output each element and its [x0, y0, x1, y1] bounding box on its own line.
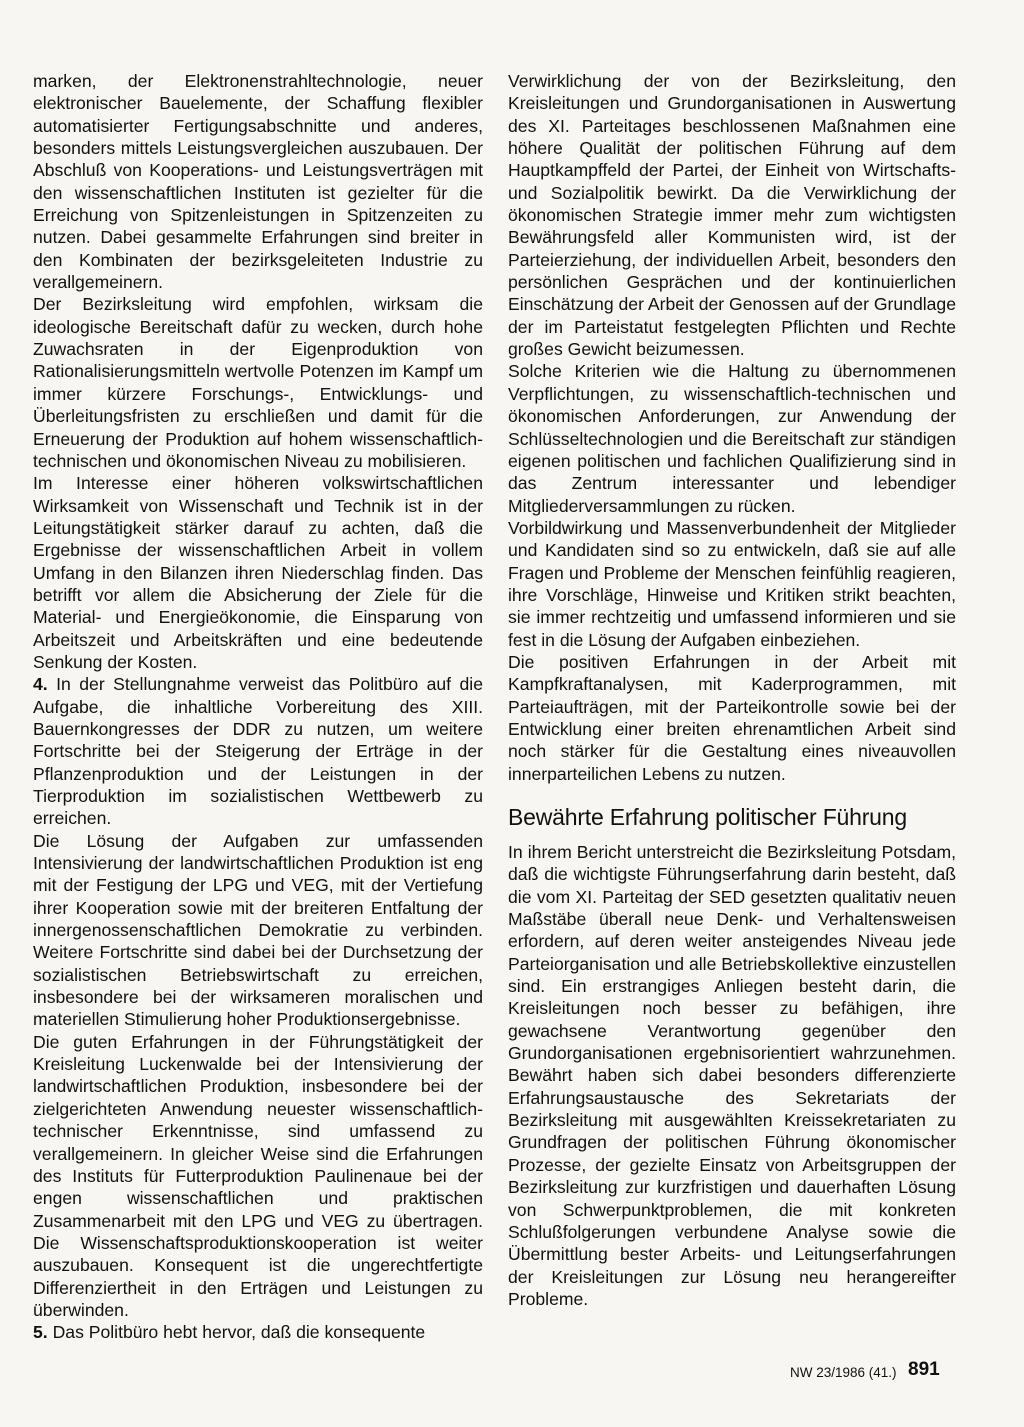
paragraph: Die guten Erfahrungen in der Führungstätigkeit der Kreisleitung Luckenwalde bei der Intensivierung der landwirtschaftlichen Produktion, insbesondere bei der zielgerichteten Anwendung neuester wissenschaftlich-technischer Erkenntnisse, sind umfassend zu verallgemeinern. In gleicher Weise sind die Erfahrungen des Instituts für Futterproduktion Paulinenaue bei der engen wissenschaftlichen und praktischen Zusammenarbeit mit den LPG und VEG zu übertragen. Die Wissenschaftsproduktionskooperation ist weiter auszubauen. Konsequent ist die ungerechtfertigte Differenziertheit in den Erträgen und Leistungen zu überwinden.: [33, 1031, 483, 1320]
item-number: 4.: [33, 674, 48, 695]
item-number: 5.: [33, 1322, 48, 1343]
paragraph: Der Bezirksleitung wird empfohlen, wirksam die ideologische Bereitschaft dafür zu wecken, durch hohe Zuwachsraten in der Eigenproduktion von Rationalisierungsmitteln wertvolle Potenzen im Kampf um immer kürzere Forschungs-, Entwicklungs- und Überleitungsfristen zu erschließen und damit für die Erneuerung der Produktion auf hohem wissenschaftlich-technischen und ökonomischen Niveau zu mobilisieren.: [33, 294, 483, 471]
paragraph: Die positiven Erfahrungen in der Arbeit mit Kampfkraftanalysen, mit Kaderprogrammen, mit Parteiaufträgen, mit der Parteikontrolle sowie bei der Entwicklung einer breiten ehrenamtlichen Arbeit sind noch stärker für die Gestaltung eines niveauvollen innerparteilichen Lebens zu nutzen.: [508, 651, 956, 784]
paragraph: Verwirklichung der von der Bezirksleitung, den Kreisleitungen und Grundorganisationen in Auswertung des XI. Parteitages beschlossenen Maßnahmen eine höhere Qualität der politischen Führung auf dem Hauptkampffeld der Partei, der Einheit von Wirtschafts- und Sozialpolitik bewirkt. Da die Verwirklichung der ökonomischen Strategie immer mehr zum wichtigsten Bewährungsfeld aller Kommunisten wird, ist der Parteierziehung, der individuellen Arbeit, besonders den persönlichen Gesprächen und der kontinuierlichen Einschätzung der Arbeit der Genossen auf der Grundlage der im Parteistatut festgelegten Pflichten und Rechte großes Gewicht beizumessen.: [508, 71, 956, 360]
paragraph-numbered: [33, 673, 483, 829]
paragraph-text: Das Politbüro hebt hervor, daß die konsequente: [52, 1322, 426, 1343]
paragraph: marken, der Elektronenstrahltechnologie, neuer elektronischer Bauelemente, der Schaffung flexibler automatisierter Fertigungsabschnitte und anderes, besonders mittels Leistungsvergleichen auszubauen. Der Abschluß von Kooperations- und Leistungsverträgen mit den wissenschaftlichen Instituten ist gezielter für die Erreichung von Spitzenleistungen in Spitzenzeiten zu nutzen. Dabei gesammelte Erfahrungen sind breiter in den Kombinaten der bezirksgeleiteten Industrie zu verallgemeinern.: [33, 71, 483, 293]
paragraph: Im Interesse einer höheren volkswirtschaftlichen Wirksamkeit von Wissenschaft und Technik ist in der Leitungstätigkeit stärker darauf zu achten, daß die Ergebnisse der wissenschaftlichen Arbeit in vollem Umfang in den Bilanzen ihren Niederschlag finden. Das betrifft vor allem die Absicherung der Ziele für die Material- und Energieökonomie, die Einsparung von Arbeitszeit und Arbeitskräften und eine bedeutende Senkung der Kosten.: [33, 473, 483, 672]
section-heading: Bewährte Erfahrung politischer Führung: [508, 804, 907, 830]
paragraph-numbered: [33, 1321, 483, 1343]
paragraph: Vorbildwirkung und Massenverbundenheit der Mitglieder und Kandidaten sind so zu entwickeln, daß sie auf alle Fragen und Probleme der Menschen feinfühlig reagieren, ihre Vorschläge, Hinweise und Kritiken strikt beachten, sie immer rechtzeitig und umfassend informieren und sie fest in die Lösung der Aufgaben einbeziehen.: [508, 517, 956, 650]
paragraph: Solche Kriterien wie die Haltung zu übernommenen Verpflichtungen, zu wissenschaftlich-technischen und ökonomischen Anforderungen, zur Anwendung der Schlüsseltechnologien und die Bereitschaft zur ständigen eigenen politischen und fachlichen Qualifizierung sind in das Zentrum interessanter und lebendiger Mitgliederversammlungen zu rücken.: [508, 361, 956, 516]
paragraph-text: In der Stellungnahme verweist das Politbüro auf die Aufgabe, die inhaltliche Vorbereitung des XIII. Bauernkongresses der DDR zu nutzen, um weitere Fortschritte bei der Steigerung der Erträge in der Pflanzenproduktion und der Leistungen in der Tierproduktion im sozialistischen Wettbewerb zu erreichen.: [33, 674, 483, 829]
left-column: [33, 70, 483, 1344]
footer-source: NW 23/1986 (41.): [790, 1365, 897, 1380]
paragraph: Die Lösung der Aufgaben zur umfassenden Intensivierung der landwirtschaftlichen Produktion ist eng mit der Festigung der LPG und VEG, mit der Vertiefung ihrer Kooperation sowie mit der breiteren Entfaltung der innergenossenschaftlichen Demokratie zu verbinden. Weitere Fortschritte sind dabei bei der Durchsetzung der sozialistischen Betriebswirtschaft zu erreichen, insbesondere bei der wirksameren moralischen und materiellen Stimulierung hoher Produktionsergebnisse.: [33, 830, 483, 1030]
paragraph: In ihrem Bericht unterstreicht die Bezirksleitung Potsdam, daß die wichtigste Führungserfahrung darin besteht, daß die vom XI. Parteitag der SED gesetzten qualitativ neuen Maßstäbe überall neue Denk- und Verhaltensweisen erfordern, auf deren weiter ansteigendes Niveau jede Parteiorganisation und alle Betriebskollektive einzustellen sind. Ein erstrangiges Anliegen besteht darin, die Kreisleitungen noch besser zu befähigen, ihre gewachsene Verantwortung gegenüber den Grundorganisationen ergebnisorientiert wahrzunehmen. Bewährt haben sich dabei besonders differenzierte Erfahrungsaustausche des Sekretariats der Bezirksleitung mit ausgewählten Kreissekretariaten zu Grundfragen der politischen Führung ökonomischer Prozesse, der gezielte Einsatz von Arbeitsgruppen der Bezirksleitung zur kurzfristigen und dauerhaften Lösung von Schwerpunktproblemen, die mit konkreten Schlußfolgerungen verbundene Analyse sowie die Übermittlung bester Arbeits- und Leitungserfahrungen der Kreisleitungen zur Lösung neu herangereifter Probleme.: [508, 842, 956, 1309]
right-column: [508, 70, 956, 1310]
page-number: 891: [908, 1359, 940, 1380]
